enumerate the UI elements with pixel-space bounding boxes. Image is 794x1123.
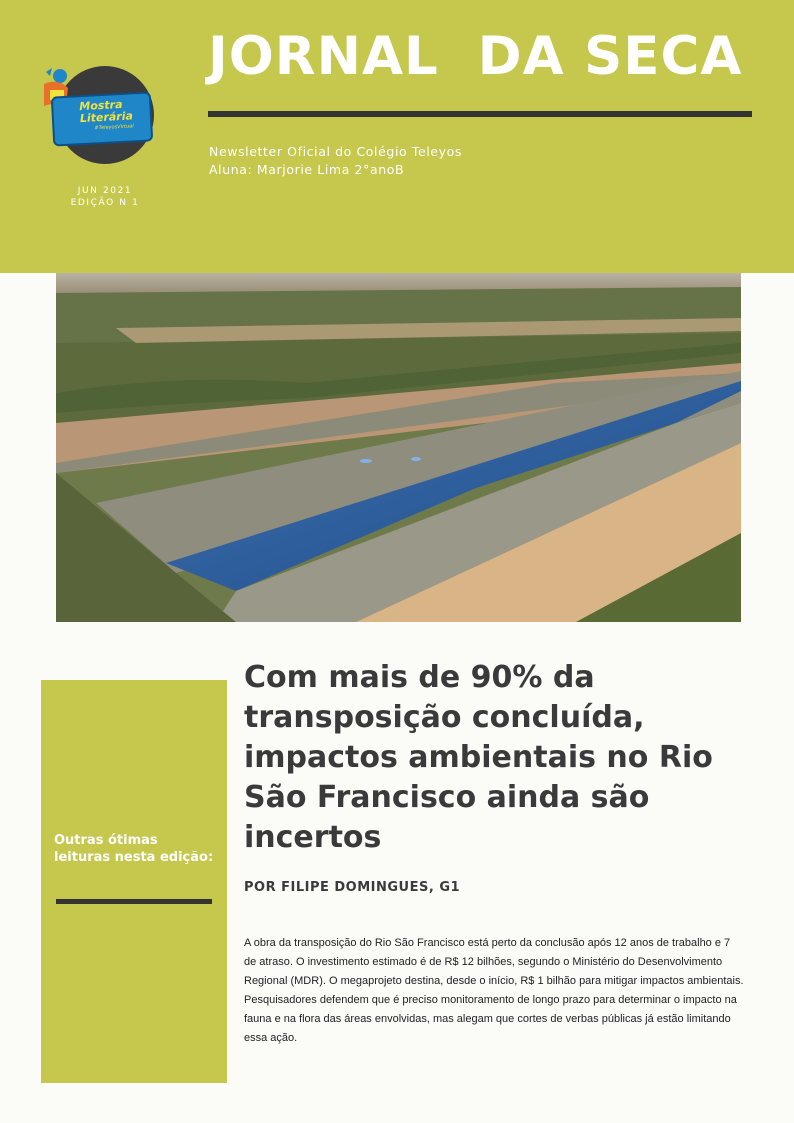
sidebar-panel — [41, 680, 227, 1083]
header-banner — [0, 0, 794, 273]
masthead-title: JORNAL DA SECA — [208, 26, 743, 87]
article-body — [244, 934, 744, 1048]
canal-photo — [56, 273, 741, 622]
logo-title — [79, 98, 148, 126]
logo-title-line2: Literária — [79, 109, 134, 126]
tagline-student: Aluna: Marjorie Lima 2°anoB — [209, 162, 405, 177]
sidebar-divider — [56, 899, 212, 904]
masthead-divider — [208, 111, 752, 117]
sidebar-label: Outras ótimas leituras nesta edição: — [54, 833, 214, 865]
tagline-newsletter: Newsletter Oficial do Colégio Teleyos — [209, 144, 462, 159]
mostra-literaria-logo — [56, 66, 154, 164]
logo-title-line1: Mostra — [78, 97, 123, 114]
article-paragraph: Pesquisadores defendem que é preciso monitoramento de longo prazo para determinar o impacto na fauna e na flora das áreas envolvidas, mas alegam que cortes de verbas públicas já estão limitando essa ação. — [244, 994, 737, 1044]
issue-date: JUN 2021 — [77, 186, 133, 196]
issue-info — [56, 185, 154, 209]
article-paragraph: A obra da transposição do Rio São Francisco está perto da conclusão após 12 anos de trabalho e 7 de atraso. O investimento estimado é de R$ 12 bilhões, segundo o Ministério do Desenvolvimento Regional (MDR). O megaprojeto destina, desde o início, R$ 1 bilhão para mitigar impactos ambientais. — [244, 937, 744, 987]
canal-photo-illustration — [56, 273, 741, 622]
article-byline: POR FILIPE DOMINGUES, G1 — [244, 880, 461, 895]
article-headline: Com mais de 90% da transposição concluída, impactos ambientais no Rio São Francisco ainda são incertos — [244, 660, 713, 855]
issue-edition: EDIÇÃO N 1 — [70, 198, 140, 208]
logo-subtitle: #TeleyosVirtual — [94, 123, 134, 132]
tagline — [209, 143, 462, 179]
logo-badge — [51, 91, 153, 146]
